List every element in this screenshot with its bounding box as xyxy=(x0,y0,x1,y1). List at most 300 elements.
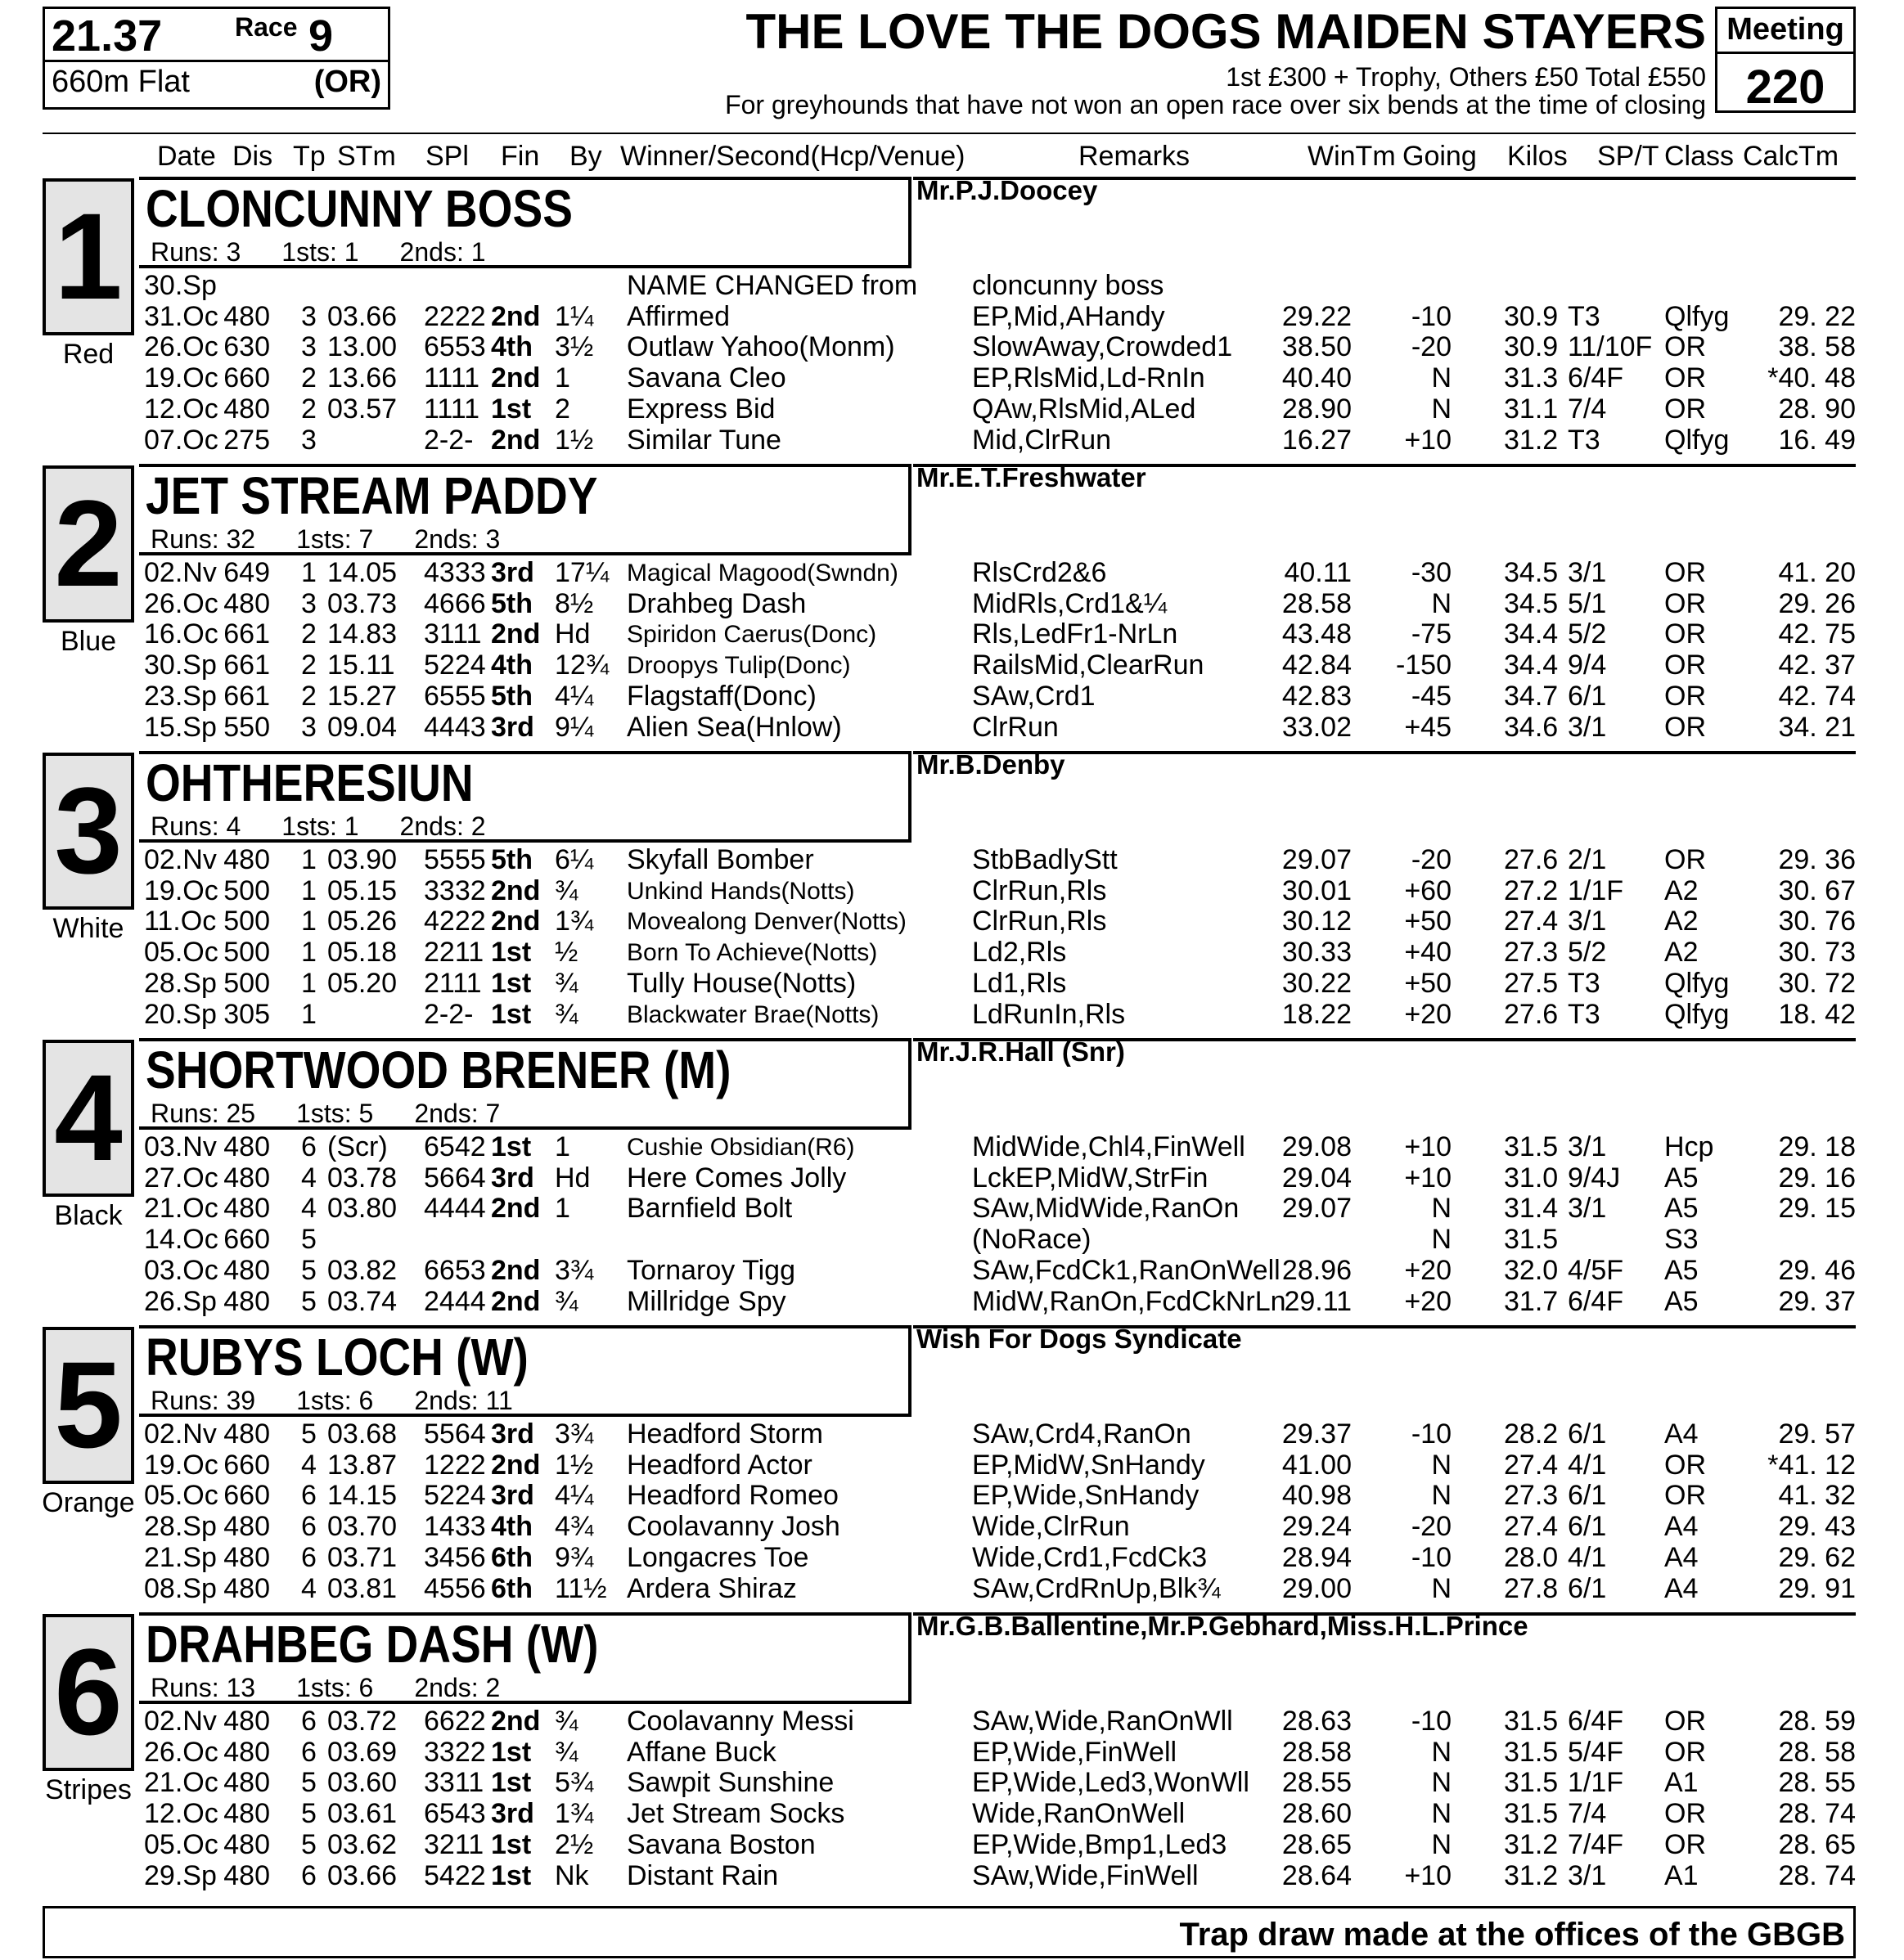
form-trap: 5 xyxy=(301,1798,317,1830)
career-stats xyxy=(151,1386,513,1416)
form-date: 28.Sp xyxy=(144,1511,217,1543)
form-margin: 11½ xyxy=(555,1572,607,1604)
form-remarks: Ld1,Rls xyxy=(972,967,1067,999)
form-sectional: 05.20 xyxy=(327,967,398,999)
name-box xyxy=(139,177,911,268)
form-remarks: EP,Wide,FinWell xyxy=(972,1736,1177,1768)
form-going: -20 xyxy=(1411,1511,1452,1543)
form-trap: 5 xyxy=(301,1828,317,1860)
form-distance: 630 xyxy=(223,331,270,363)
table-row xyxy=(0,650,1904,681)
form-distance: 275 xyxy=(223,424,270,456)
form-win-time: 29.11 xyxy=(1284,1285,1352,1317)
form-distance: 500 xyxy=(223,906,270,937)
form-trap: 4 xyxy=(301,1572,317,1604)
form-sectional: 14.83 xyxy=(327,618,398,650)
form-win-time: 33.02 xyxy=(1281,711,1352,743)
wins-count: 1sts: 7 xyxy=(296,524,374,554)
table-row xyxy=(0,1798,1904,1829)
table-row xyxy=(0,557,1904,588)
form-winner: Tornaroy Tigg xyxy=(627,1254,795,1286)
form-distance: 660 xyxy=(223,362,270,394)
table-row xyxy=(0,1255,1904,1286)
form-margin: 8½ xyxy=(555,587,594,619)
form-split: 2-2- xyxy=(424,424,474,456)
form-split: 3311 xyxy=(424,1767,484,1799)
form-distance: 661 xyxy=(223,618,270,650)
col-fin: Fin xyxy=(501,141,540,172)
form-sectional: 13.00 xyxy=(327,331,398,363)
form-trap: 3 xyxy=(301,587,317,619)
name-box xyxy=(139,1612,911,1704)
form-remarks: LdRunIn,Rls xyxy=(972,998,1126,1030)
form-date: 02.Nv xyxy=(144,1418,217,1450)
race-title: THE LOVE THE DOGS MAIDEN STAYERS xyxy=(745,4,1706,59)
form-sp: 3/1 xyxy=(1568,1193,1607,1225)
dog-name: SHORTWOOD BRENER (M) xyxy=(146,1041,731,1099)
form-weight: 34.4 xyxy=(1504,650,1559,681)
col-kilos: Kilos xyxy=(1507,141,1568,172)
form-going: N xyxy=(1431,1767,1452,1799)
form-sp: 6/1 xyxy=(1568,1511,1607,1543)
form-weight: 31.5 xyxy=(1504,1224,1559,1256)
form-finish: 1st xyxy=(491,937,532,969)
form-weight: 27.6 xyxy=(1504,844,1559,875)
form-winner: Millridge Spy xyxy=(627,1285,786,1317)
form-remarks: MidWide,Chl4,FinWell xyxy=(972,1131,1245,1162)
form-calc-time: 29. 16 xyxy=(1778,1162,1856,1194)
race-prize: 1st £300 + Trophy, Others £50 Total £550 xyxy=(1226,62,1706,92)
table-row xyxy=(0,270,1904,301)
race-label: Race xyxy=(235,12,298,42)
form-trap: 1 xyxy=(301,937,317,969)
form-date: 07.Oc xyxy=(144,424,218,456)
form-margin: 1½ xyxy=(555,424,594,456)
form-trap: 2 xyxy=(301,680,317,712)
form-class: Qlfyg xyxy=(1664,300,1730,332)
form-calc-time: 29. 22 xyxy=(1778,300,1856,332)
col-spt: SP/T xyxy=(1597,141,1659,172)
form-calc-time: 28. 65 xyxy=(1778,1828,1856,1860)
form-distance: 480 xyxy=(223,393,270,425)
form-weight: 27.3 xyxy=(1504,937,1559,969)
form-calc-time: 29. 57 xyxy=(1778,1418,1856,1450)
form-finish: 3rd xyxy=(491,557,534,588)
form-win-time: 29.22 xyxy=(1281,300,1352,332)
form-split: 4666 xyxy=(424,587,486,619)
form-win-time: 28.58 xyxy=(1281,1736,1352,1768)
form-date: 03.Oc xyxy=(144,1254,218,1286)
table-row xyxy=(0,1224,1904,1255)
trap-colour: Orange xyxy=(42,1487,135,1518)
form-finish: 6th xyxy=(491,1541,533,1573)
form-going: N xyxy=(1431,587,1452,619)
form-date: 02.Nv xyxy=(144,557,217,588)
career-stats xyxy=(151,237,486,267)
wins-count: 1sts: 1 xyxy=(281,811,359,841)
form-class: A1 xyxy=(1664,1859,1699,1891)
table-row xyxy=(0,1193,1904,1224)
form-class: Qlfyg xyxy=(1664,424,1730,456)
trap-colour: Stripes xyxy=(45,1774,132,1805)
form-split: 3456 xyxy=(424,1541,486,1573)
form-distance: 480 xyxy=(223,1828,270,1860)
form-win-time: 28.90 xyxy=(1281,393,1352,425)
form-win-time: 42.84 xyxy=(1281,650,1352,681)
form-calc-time: 28. 59 xyxy=(1778,1706,1856,1737)
col-winner: Winner/Second(Hcp/Venue) xyxy=(620,141,966,172)
form-split: 2111 xyxy=(424,967,482,999)
form-margin: 2 xyxy=(555,393,570,425)
form-split: 3211 xyxy=(424,1828,484,1860)
form-date: 31.Oc xyxy=(144,300,218,332)
form-margin: 2½ xyxy=(555,1828,594,1860)
form-split: 5224 xyxy=(424,650,486,681)
runs-count: Runs: 13 xyxy=(151,1673,256,1702)
form-sectional: 15.11 xyxy=(327,650,395,681)
form-sp: 9/4 xyxy=(1568,650,1607,681)
form-remarks: RailsMid,ClearRun xyxy=(972,650,1204,681)
form-trap: 2 xyxy=(301,618,317,650)
table-row xyxy=(0,906,1904,937)
form-class: A5 xyxy=(1664,1285,1699,1317)
form-distance: 550 xyxy=(223,711,270,743)
form-trap: 1 xyxy=(301,844,317,875)
form-sp: 5/2 xyxy=(1568,618,1607,650)
form-class: A2 xyxy=(1664,906,1699,937)
form-trap: 6 xyxy=(301,1859,317,1891)
form-sp: 1/1F xyxy=(1568,874,1624,906)
form-finish: 2nd xyxy=(491,618,541,650)
form-trap: 5 xyxy=(301,1224,317,1256)
form-split: 6555 xyxy=(424,680,486,712)
form-split: 4556 xyxy=(424,1572,486,1604)
form-sp: 7/4 xyxy=(1568,393,1607,425)
form-sp: 3/1 xyxy=(1568,1131,1607,1162)
form-sp: 1/1F xyxy=(1568,1767,1624,1799)
form-margin: ¾ xyxy=(555,967,578,999)
form-split: 5555 xyxy=(424,844,486,875)
form-weight: 31.5 xyxy=(1504,1798,1559,1830)
form-win-time: 43.48 xyxy=(1281,618,1352,650)
form-class: A5 xyxy=(1664,1193,1699,1225)
form-class: A2 xyxy=(1664,937,1699,969)
form-sectional: 03.60 xyxy=(327,1767,398,1799)
form-calc-time: 18. 42 xyxy=(1778,998,1856,1030)
form-trap: 2 xyxy=(301,650,317,681)
form-going: -10 xyxy=(1411,300,1452,332)
form-win-time: 16.27 xyxy=(1281,424,1352,456)
form-finish: 3rd xyxy=(491,1798,534,1830)
form-distance: 660 xyxy=(223,1224,270,1256)
form-winner: Outlaw Yahoo(Monm) xyxy=(627,331,895,363)
form-date: 26.Oc xyxy=(144,587,218,619)
form-sp: 7/4F xyxy=(1568,1828,1624,1860)
table-row xyxy=(0,1573,1904,1604)
form-weight: 28.2 xyxy=(1504,1418,1559,1450)
form-margin: 1¾ xyxy=(555,906,594,937)
form-margin: ¾ xyxy=(555,1285,578,1317)
form-split: 2444 xyxy=(424,1285,486,1317)
form-split: 4222 xyxy=(424,906,486,937)
form-class: OR xyxy=(1664,587,1706,619)
form-trap: 2 xyxy=(301,362,317,394)
form-winner: Headford Storm xyxy=(627,1418,823,1450)
form-calc-time: 28. 90 xyxy=(1778,393,1856,425)
form-class: OR xyxy=(1664,331,1706,363)
table-row xyxy=(0,1418,1904,1450)
dog-name: DRAHBEG DASH (W) xyxy=(146,1615,599,1674)
form-margin: 17¼ xyxy=(555,557,610,588)
form-win-time: 30.12 xyxy=(1281,906,1352,937)
form-calc-time: 30. 76 xyxy=(1778,906,1856,937)
form-distance: 480 xyxy=(223,1162,270,1194)
form-remarks: QAw,RlsMid,ALed xyxy=(972,393,1196,425)
form-calc-time: 29. 91 xyxy=(1778,1572,1856,1604)
form-distance: 480 xyxy=(223,1541,270,1573)
form-sp: 5/1 xyxy=(1568,587,1607,619)
form-sectional: 03.69 xyxy=(327,1736,398,1768)
form-margin: ¾ xyxy=(555,998,578,1030)
form-distance: 480 xyxy=(223,1736,270,1768)
trap-colour: Red xyxy=(62,339,115,370)
form-distance: 480 xyxy=(223,1285,270,1317)
form-winner: Headford Romeo xyxy=(627,1480,839,1512)
table-row xyxy=(0,844,1904,875)
form-date: 21.Oc xyxy=(144,1767,218,1799)
form-class: OR xyxy=(1664,844,1706,875)
form-weight: 32.0 xyxy=(1504,1254,1559,1286)
form-date: 02.Nv xyxy=(144,1706,217,1737)
form-finish: 2nd xyxy=(491,1449,541,1481)
form-weight: 31.2 xyxy=(1504,424,1559,456)
form-sp: 3/1 xyxy=(1568,557,1607,588)
trap-number: 1 xyxy=(54,187,123,325)
form-weight: 27.4 xyxy=(1504,906,1559,937)
form-win-time: 29.00 xyxy=(1281,1572,1352,1604)
form-win-time: 28.63 xyxy=(1281,1706,1352,1737)
form-remarks: MidRls,Crd1&¼ xyxy=(972,587,1168,619)
table-row xyxy=(0,1829,1904,1860)
form-class: OR xyxy=(1664,362,1706,394)
form-weight: 34.5 xyxy=(1504,587,1559,619)
form-class: OR xyxy=(1664,393,1706,425)
form-distance: 480 xyxy=(223,1254,270,1286)
table-row xyxy=(0,1737,1904,1768)
form-winner: Blackwater Brae(Notts) xyxy=(627,1000,880,1028)
form-remarks: MidW,RanOn,FcdCkNrLn xyxy=(972,1285,1286,1317)
form-remarks: (NoRace) xyxy=(972,1224,1092,1256)
table-row xyxy=(0,937,1904,968)
footer-box xyxy=(43,1906,1856,1958)
form-weight: 31.2 xyxy=(1504,1859,1559,1891)
form-weight: 28.0 xyxy=(1504,1541,1559,1573)
table-row xyxy=(0,618,1904,650)
seconds-count: 2nds: 7 xyxy=(414,1099,501,1128)
runs-count: Runs: 4 xyxy=(151,811,241,841)
form-class: OR xyxy=(1664,1736,1706,1768)
form-win-time: 38.50 xyxy=(1281,331,1352,363)
form-distance: 480 xyxy=(223,300,270,332)
form-going: +50 xyxy=(1404,906,1452,937)
seconds-count: 2nds: 2 xyxy=(414,1673,501,1702)
form-weight: 34.5 xyxy=(1504,557,1559,588)
form-sp: 11/10F xyxy=(1568,331,1653,363)
form-going: -20 xyxy=(1411,844,1452,875)
table-row xyxy=(0,1542,1904,1573)
table-row xyxy=(0,1450,1904,1481)
wins-count: 1sts: 6 xyxy=(296,1386,374,1415)
table-row xyxy=(0,1480,1904,1511)
form-split: 5664 xyxy=(424,1162,486,1194)
trap-colour: Blue xyxy=(60,626,117,657)
form-win-time: 28.55 xyxy=(1281,1767,1352,1799)
form-class: A2 xyxy=(1664,874,1699,906)
form-class: Qlfyg xyxy=(1664,998,1730,1030)
form-class: A5 xyxy=(1664,1254,1699,1286)
form-calc-time: 28. 74 xyxy=(1778,1798,1856,1830)
form-date: 05.Oc xyxy=(144,1828,218,1860)
form-finish: 1st xyxy=(491,998,532,1030)
form-win-time: 30.01 xyxy=(1281,874,1352,906)
form-distance: 480 xyxy=(223,1767,270,1799)
race-time: 21.37 xyxy=(52,11,163,61)
form-date: 05.Oc xyxy=(144,1480,218,1512)
form-calc-time: 30. 67 xyxy=(1778,874,1856,906)
form-calc-time: *41. 12 xyxy=(1767,1449,1856,1481)
form-trap: 3 xyxy=(301,424,317,456)
form-sectional: 03.70 xyxy=(327,1511,398,1543)
form-winner: Similar Tune xyxy=(627,424,781,456)
meeting-number: 220 xyxy=(1745,61,1825,114)
meeting-label: Meeting xyxy=(1726,12,1844,47)
form-margin: 4¼ xyxy=(555,1480,594,1512)
form-going: +20 xyxy=(1404,998,1452,1030)
form-split: 3332 xyxy=(424,874,486,906)
table-row xyxy=(0,393,1904,425)
dog-name: CLONCUNNY BOSS xyxy=(146,179,573,238)
form-remarks: SAw,Wide,RanOnWll xyxy=(972,1706,1233,1737)
form-remarks: ClrRun,Rls xyxy=(972,874,1107,906)
form-class: OR xyxy=(1664,1480,1706,1512)
race-info-box xyxy=(43,7,390,110)
form-sectional: 15.27 xyxy=(327,680,398,712)
form-going: N xyxy=(1431,1193,1452,1225)
form-sp: 7/4 xyxy=(1568,1798,1607,1830)
form-going: -10 xyxy=(1411,1418,1452,1450)
wins-count: 1sts: 5 xyxy=(296,1099,374,1128)
meeting-box xyxy=(1715,7,1856,113)
form-winner: Cushie Obsidian(R6) xyxy=(627,1134,855,1161)
form-margin: 12¾ xyxy=(555,650,610,681)
form-going: -150 xyxy=(1395,650,1452,681)
form-date: 29.Sp xyxy=(144,1859,217,1891)
form-winner: Coolavanny Josh xyxy=(627,1511,840,1543)
form-sp: T3 xyxy=(1568,967,1600,999)
form-winner: Jet Stream Socks xyxy=(627,1798,845,1830)
form-calc-time: 42. 37 xyxy=(1778,650,1856,681)
form-calc-time: 29. 36 xyxy=(1778,844,1856,875)
form-going: N xyxy=(1431,1798,1452,1830)
table-row xyxy=(0,1511,1904,1542)
form-weight: 31.2 xyxy=(1504,1828,1559,1860)
table-row xyxy=(0,1162,1904,1194)
form-win-time: 42.83 xyxy=(1281,680,1352,712)
form-win-time: 40.40 xyxy=(1281,362,1352,394)
form-trap: 3 xyxy=(301,300,317,332)
form-margin: 1¾ xyxy=(555,1798,594,1830)
form-finish: 5th xyxy=(491,844,533,875)
form-date: 21.Oc xyxy=(144,1193,218,1225)
form-trap: 3 xyxy=(301,331,317,363)
wins-count: 1sts: 6 xyxy=(296,1673,374,1702)
form-date: 26.Oc xyxy=(144,331,218,363)
form-finish: 4th xyxy=(491,650,533,681)
form-calc-time: 28. 74 xyxy=(1778,1859,1856,1891)
col-class: Class xyxy=(1664,141,1735,172)
form-margin: 4¼ xyxy=(555,680,594,712)
form-split: 1111 xyxy=(424,362,480,394)
form-distance: 305 xyxy=(223,998,270,1030)
form-distance: 480 xyxy=(223,1511,270,1543)
form-winner: Born To Achieve(Notts) xyxy=(627,939,878,967)
form-margin: 1½ xyxy=(555,1449,594,1481)
form-win-time: 28.58 xyxy=(1281,587,1352,619)
form-margin: 5¾ xyxy=(555,1767,594,1799)
owner-name: Mr.P.J.Doocey xyxy=(916,175,1098,205)
trap-number: 6 xyxy=(54,1623,123,1760)
form-sectional: 03.68 xyxy=(327,1418,398,1450)
form-sp: 6/1 xyxy=(1568,680,1607,712)
form-sectional: 03.81 xyxy=(327,1572,398,1604)
form-trap: 2 xyxy=(301,393,317,425)
form-finish: 2nd xyxy=(491,1254,541,1286)
form-calc-time: 42. 75 xyxy=(1778,618,1856,650)
form-date: 23.Sp xyxy=(144,680,217,712)
form-sp: 3/1 xyxy=(1568,1859,1607,1891)
form-going: +20 xyxy=(1404,1254,1452,1286)
form-class: OR xyxy=(1664,557,1706,588)
form-win-time: 29.04 xyxy=(1281,1162,1352,1194)
form-trap: 6 xyxy=(301,1706,317,1737)
form-date: 11.Oc xyxy=(144,906,217,937)
form-winner: Droopys Tulip(Donc) xyxy=(627,652,851,680)
form-finish: 2nd xyxy=(491,1285,541,1317)
col-tp: Tp xyxy=(293,141,326,172)
form-going: +50 xyxy=(1404,967,1452,999)
form-sp: 6/1 xyxy=(1568,1418,1607,1450)
form-class: OR xyxy=(1664,1828,1706,1860)
form-sectional: (Scr) xyxy=(327,1131,388,1162)
form-calc-time: 29. 43 xyxy=(1778,1511,1856,1543)
owner-name: Mr.J.R.Hall (Snr) xyxy=(916,1036,1125,1067)
dog-name: JET STREAM PADDY xyxy=(146,466,598,525)
trap-number: 5 xyxy=(54,1336,123,1473)
form-finish: 1st xyxy=(491,1131,532,1162)
form-sp: 4/1 xyxy=(1568,1449,1607,1481)
form-win-time: 41.00 xyxy=(1281,1449,1352,1481)
form-winner: Spiridon Caerus(Donc) xyxy=(627,621,877,649)
form-weight: 34.7 xyxy=(1504,680,1559,712)
form-finish: 1st xyxy=(491,967,532,999)
name-box xyxy=(139,1038,911,1130)
form-going: -10 xyxy=(1411,1541,1452,1573)
form-going: +45 xyxy=(1404,711,1452,743)
form-going: -10 xyxy=(1411,1706,1452,1737)
form-remarks: EP,Wide,Led3,WonWll xyxy=(972,1767,1249,1799)
form-class: S3 xyxy=(1664,1224,1699,1256)
form-class: A4 xyxy=(1664,1418,1699,1450)
